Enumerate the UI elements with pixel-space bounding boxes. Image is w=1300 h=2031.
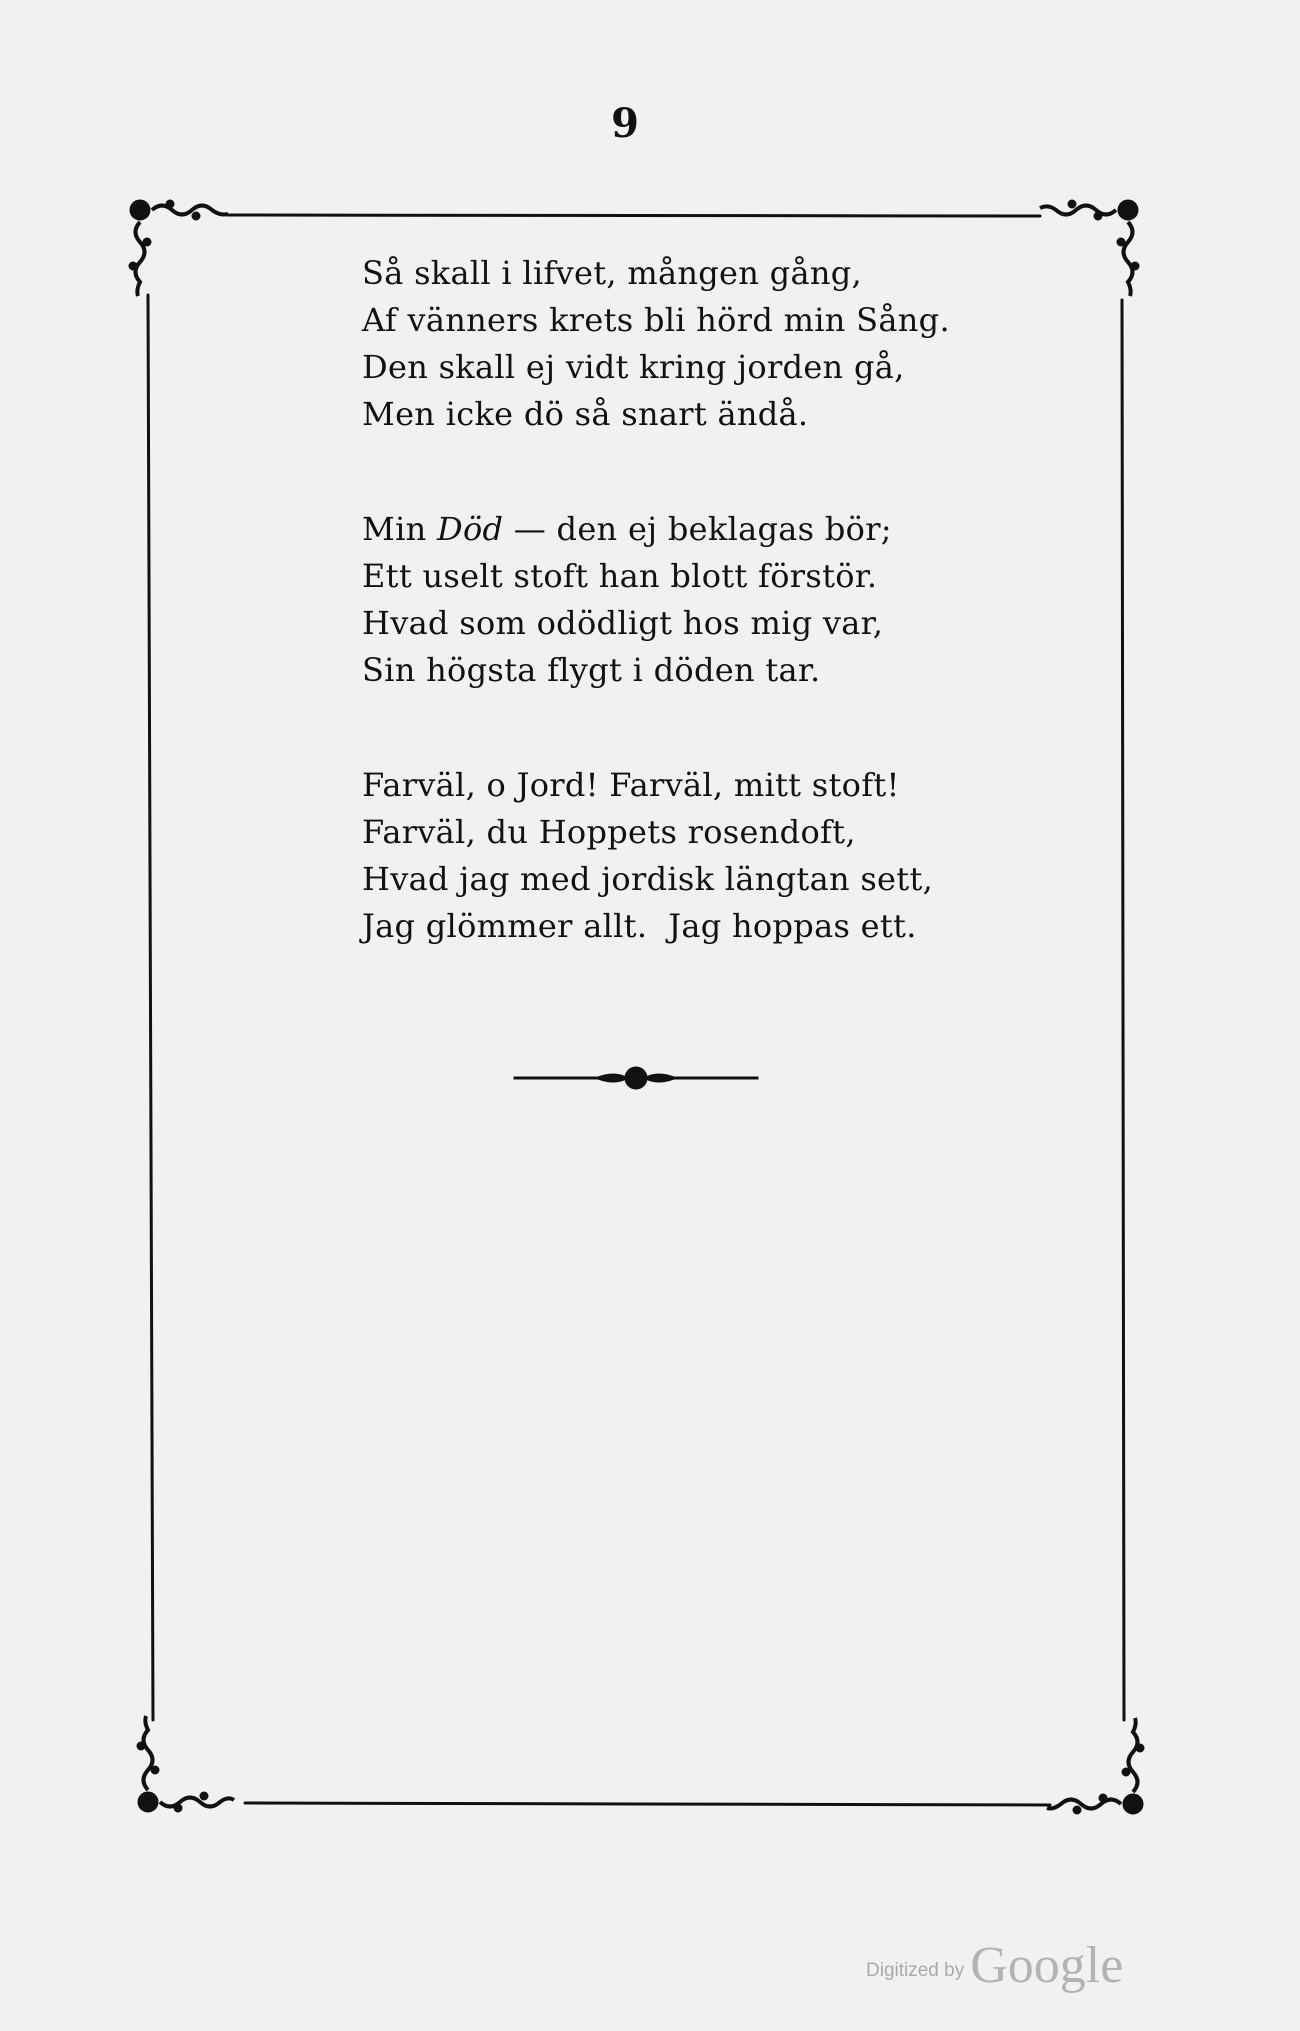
poem-line: Så skall i lifvet, mången gång, [362,254,863,292]
poem-line: Hvad som odödligt hos mig var, [362,604,884,642]
poem-line: Jag glömmer allt. Jag hoppas ett. [362,907,917,945]
watermark-prefix: Digitized by [866,1960,965,1981]
border-top-line [228,215,1040,216]
poem-line [362,506,982,553]
poem-line: Sin högsta flygt i döden tar. [362,651,821,689]
border-left-line [148,295,153,1720]
poem-line: Men icke dö så snart ändå. [362,395,809,433]
corner-ornament-top-left [129,200,228,296]
tailpiece-ornament [514,1067,758,1089]
border-bottom-line [245,1803,1050,1805]
corner-ornament-bottom-right [1047,1718,1144,1814]
google-logo: Google [970,1937,1124,1994]
corner-ornament-bottom-left [137,1716,234,1812]
corner-ornament-top-right [1040,200,1139,296]
poem [362,250,982,950]
poem-line-pre: Min [362,510,437,548]
stanza-1 [362,250,982,438]
poem-line: Ett uselt stoft han blott förstör. [362,557,878,595]
poem-line: Hvad jag med jordisk längtan sett, [362,860,934,898]
digitized-watermark [866,1936,1123,1995]
poem-line: Af vänners krets bli hörd min Sång. [362,301,950,339]
stanza-2 [362,506,982,694]
poem-line-italic-word: Död [436,510,504,548]
stanza-3 [362,762,982,950]
poem-line: Farväl, du Hoppets rosendoft, [362,813,856,851]
poem-line: Den skall ej vidt kring jorden gå, [362,348,905,386]
border-right-line [1122,300,1124,1720]
poem-line: Farväl, o Jord! Farväl, mitt stoft! [362,766,900,804]
poem-line-post: — den ej beklagas bör; [503,510,892,548]
page-number: 9 [611,100,639,147]
